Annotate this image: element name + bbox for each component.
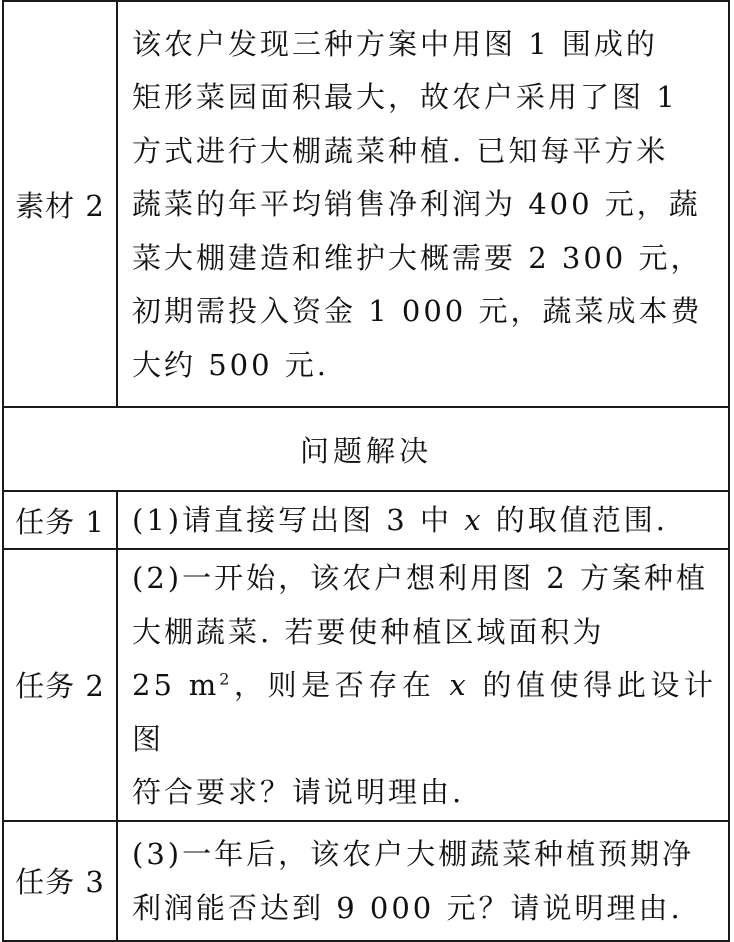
- task-2-label: 任务 2: [3, 549, 117, 821]
- task-2-row: [3, 549, 729, 821]
- section-heading: 问题解决: [3, 407, 729, 491]
- material-2-line: 方式进行大棚蔬菜种植. 已知每平方米: [132, 133, 669, 168]
- task-2-line3-mid: ，则是否存在: [232, 668, 450, 702]
- task-2-line: [132, 659, 716, 766]
- material-2-line: 矩形菜园面积最大，故农户采用了图 1: [132, 80, 678, 115]
- task-2-line: (2)一开始，该农户想利用图 2 方案种植: [132, 561, 708, 595]
- task-3-label: 任务 3: [3, 821, 117, 941]
- task-1-content: [117, 491, 729, 549]
- task-3-row: [3, 821, 729, 941]
- problem-table: [2, 0, 730, 942]
- task-1-label: 任务 1: [3, 491, 117, 549]
- task-2-content: [117, 549, 729, 821]
- task-1-variable: x: [464, 503, 484, 538]
- task-2-line3-after: 的值使得此设计图: [132, 668, 717, 756]
- task-2-area-value: 25 m: [132, 668, 220, 702]
- task-3-line: 利润能否达到 9 000 元？请说明理由.: [132, 890, 683, 925]
- task-1-text-before: (1)请直接写出图 3 中: [132, 503, 465, 538]
- material-2-line: 大约 500 元.: [132, 347, 330, 382]
- task-3-content: [117, 821, 729, 941]
- material-2-line: 蔬菜的年平均销售净利润为 400 元，蔬: [132, 187, 701, 222]
- task-3-line: (3)一年后，该农户大棚蔬菜种植预期净: [132, 837, 695, 871]
- material-2-label: 素材 2: [3, 1, 117, 407]
- material-2-line: 该农户发现三种方案中用图 1 围成的: [132, 26, 658, 61]
- task-2-line: 大棚蔬菜. 若要使种植区域面积为: [132, 614, 605, 649]
- material-2-row: [3, 1, 729, 407]
- section-heading-row: [3, 407, 729, 491]
- task-1-row: [3, 491, 729, 549]
- material-2-content: [117, 1, 729, 407]
- task-2-area-exponent: 2: [219, 669, 233, 689]
- task-2-variable: x: [449, 668, 469, 702]
- material-2-line: 菜大棚建造和维护大概需要 2 300 元，: [132, 240, 703, 275]
- task-1-text-after: 的取值范围.: [483, 503, 668, 538]
- material-2-line: 初期需投入资金 1 000 元，蔬菜成本费: [132, 294, 703, 329]
- task-2-line: 符合要求？请说明理由.: [132, 775, 465, 809]
